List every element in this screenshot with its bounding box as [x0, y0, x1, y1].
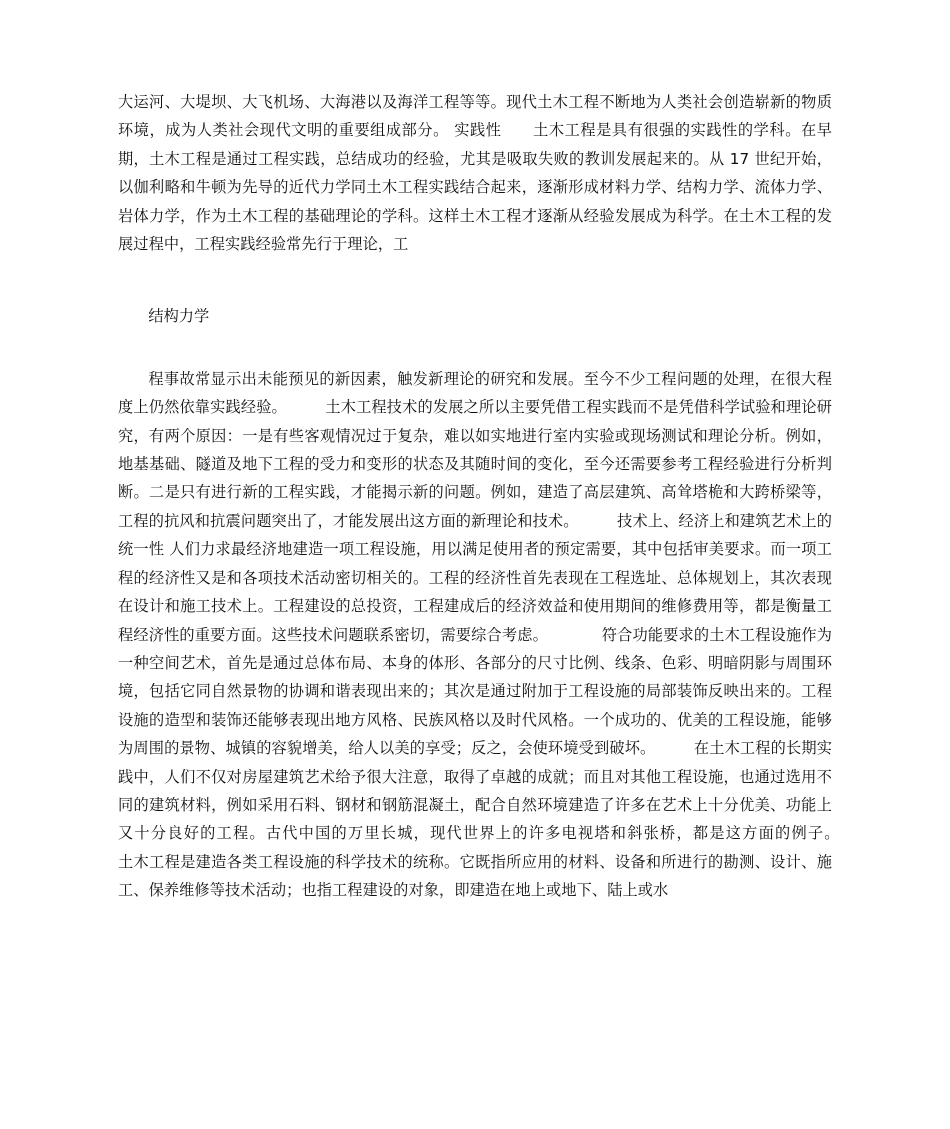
document-body [118, 88, 878, 905]
section-heading-structural-mechanics: 结构力学 [148, 307, 210, 326]
paragraph-2: 程事故常显示出未能预见的新因素，触发新理论的研究和发展。至今不少工程问题的处理，在很大程度上仍然依靠实践经验。 土木工程技术的发展之所以主要凭借工程实践而不是凭借科学试验和理论研究，有两个原因：一是有些客观情况过于复杂，难以如实地进行室内实验或现场测试和理论分析。例如，地基基础、隧道及地下工程的受力和变形的状态及其随时间的变化，至今还需要参考工程经验进行分析判断。二是只有进行新的工程实践，才能揭示新的问题。例如，建造了高层建筑、高耸塔桅和大跨桥梁等，工程的抗风和抗震问题突出了，才能发展出这方面的新理论和技术。 技术上、经济上和建筑艺术上的统一性 人们力求最经济地建造一项工程设施，用以满足使用者的预定需要，其中包括审美要求。而一项工程的经济性又是和各项技术活动密切相关的。工程的经济性首先表现在工程选址、总体规划上，其次表现在设计和施工技术上。工程建设的总投资，工程建成后的经济效益和使用期间的维修费用等，都是衡量工程经济性的重要方面。这些技术问题联系密切，需要综合考虑。 符合功能要求的土木工程设施作为一种空间艺术，首先是通过总体布局、本身的体形、各部分的尺寸比例、线条、色彩、明暗阴影与周围环境，包括它同自然景物的协调和谐表现出来的；其次是通过附加于工程设施的局部装饰反映出来的。工程设施的造型和装饰还能够表现出地方风格、民族风格以及时代风格。一个成功的、优美的工程设施，能够为周围的景物、城镇的容貌增美，给人以美的享受；反之，会使环境受到破坏。 在土木工程的长期实践中，人们不仅对房屋建筑艺术给予很大注意，取得了卓越的成就；而且对其他工程设施，也通过选用不同的建筑材料，例如采用石料、钢材和钢筋混凝土，配合自然环境建造了许多在艺术上十分优美、功能上又十分良好的工程。古代中国的万里长城，现代世界上的许多电视塔和斜张桥，都是这方面的例子。 土木工程是建造各类工程设施的科学技术的统称。它既指所应用的材料、设备和所进行的勘测、设计、施工、保养维修等技术活动；也指工程建设的对象，即建造在地上或地下、陆上或水 [118, 369, 878, 900]
paragraph-1: 大运河、大堤坝、大飞机场、大海港以及海洋工程等等。现代土木工程不断地为人类社会创造崭新的物质环境，成为人类社会现代文明的重要组成部分。 实践性 土木工程是具有很强的实践性的学科。在早期，土木工程是通过工程实践，总结成功的经验，尤其是吸取失败的教训发展起来的。从 17 世纪开始，以伽利略和牛顿为先导的近代力学同土木工程实践结合起来，逐渐形成材料力学、结构力学、流体力学、岩体力学，作为土木工程的基础理论的学科。这样土木工程才逐渐从经验发展成为科学。在土木工程的发展过程中，工程实践经验常先行于理论，工 [118, 93, 832, 254]
heading-spacer [118, 331, 832, 365]
paragraph-spacer [118, 258, 832, 302]
